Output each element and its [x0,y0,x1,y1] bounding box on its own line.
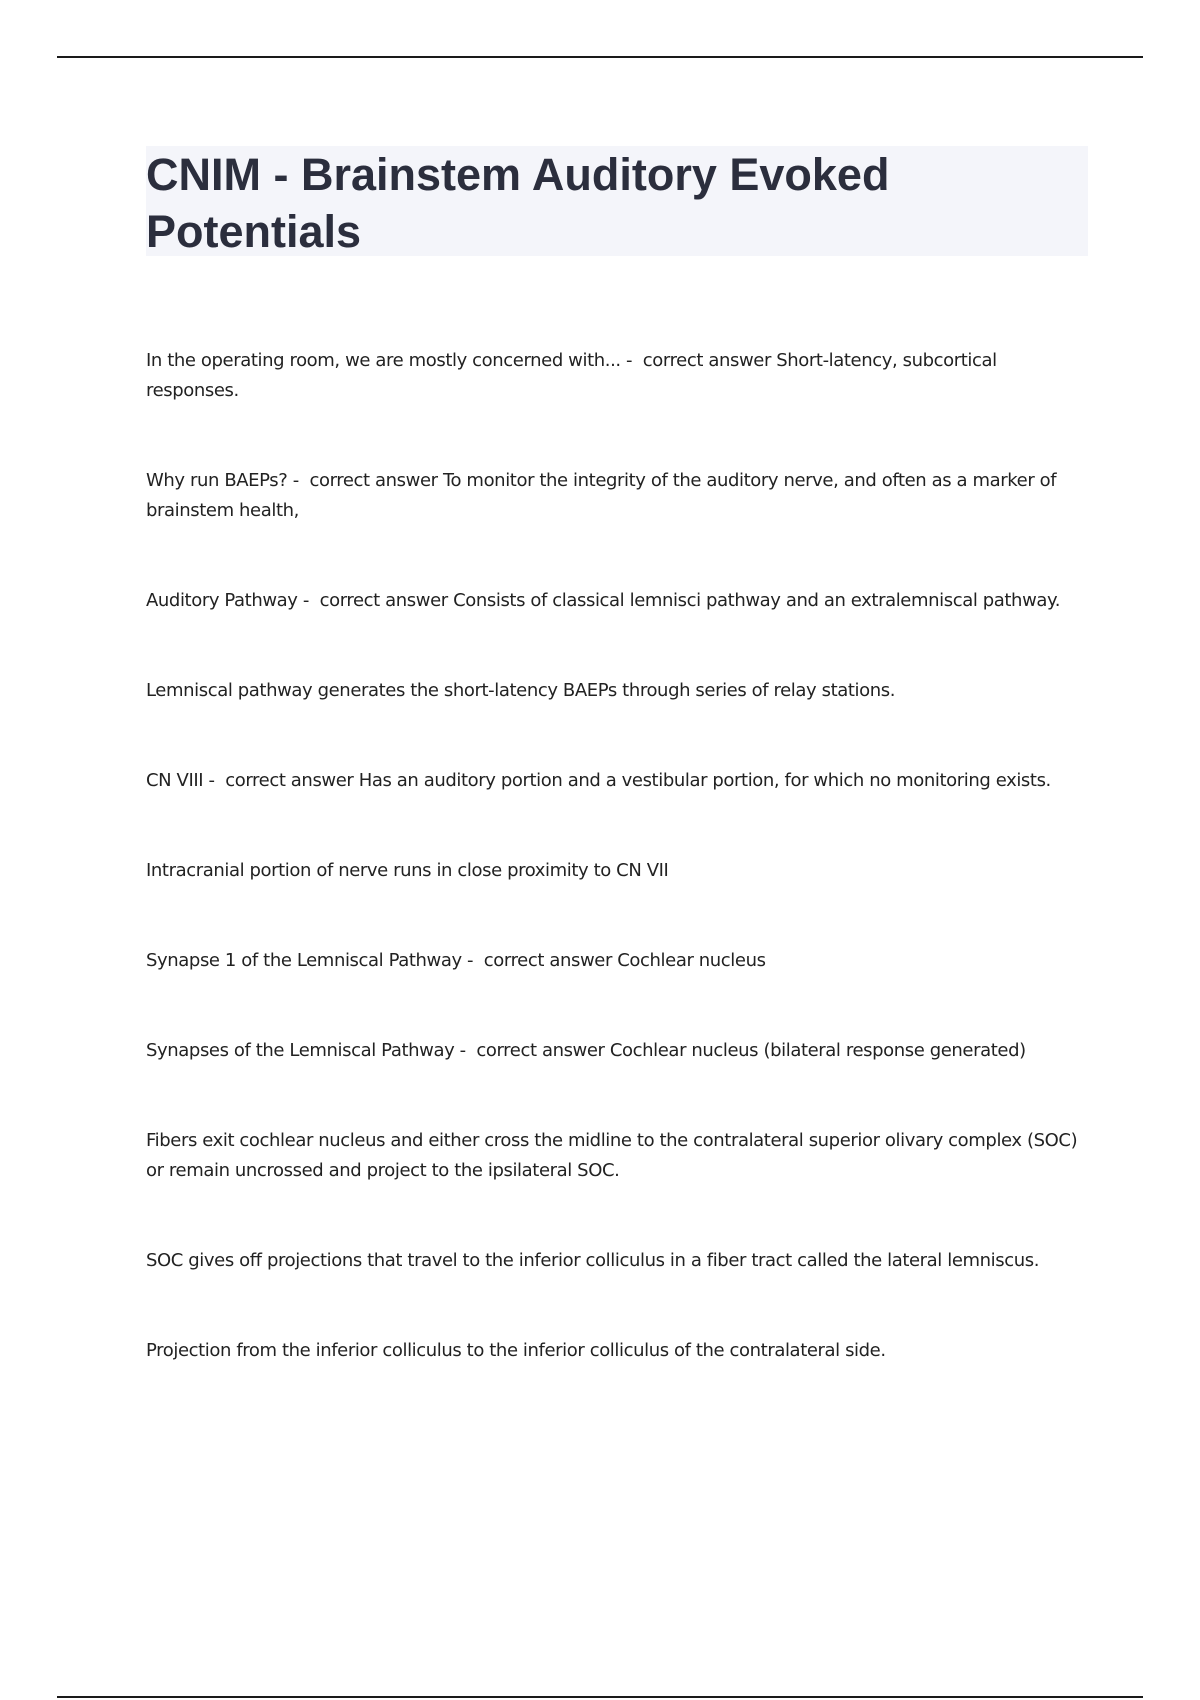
spacer [146,526,1086,586]
spacer [146,406,1086,466]
spacer [146,1186,1086,1246]
document-title: CNIM - Brainstem Auditory Evoked Potentials [146,149,890,257]
entry-text: Why run BAEPs? - correct answer To monitor the integrity of the auditory nerve, and often as a marker of brainstem health, [146,470,1062,521]
spacer [146,706,1086,766]
entry-text: Lemniscal pathway generates the short-latency BAEPs through series of relay stations. [146,680,896,701]
spacer [146,1276,1086,1336]
entry-text: SOC gives off projections that travel to the inferior colliculus in a fiber tract called the lateral lemniscus. [146,1250,1040,1271]
entry-text: Auditory Pathway - correct answer Consists of classical lemnisci pathway and an extralemniscal pathway. [146,590,1061,611]
spacer [146,886,1086,946]
spacer [146,1066,1086,1126]
bottom-rule [57,1696,1143,1698]
spacer [146,616,1086,676]
entry-text: Synapse 1 of the Lemniscal Pathway - correct answer Cochlear nucleus [146,950,766,971]
entry-text: Fibers exit cochlear nucleus and either cross the midline to the contralateral superior olivary complex (SOC) or remain uncrossed and project to the ipsilateral SOC. [146,1130,1083,1181]
entry-text: In the operating room, we are mostly concerned with... - correct answer Short-latency, subcortical responses. [146,350,1003,401]
entry-text: Projection from the inferior colliculus to the inferior colliculus of the contralateral side. [146,1340,886,1361]
entry-text: Synapses of the Lemniscal Pathway - correct answer Cochlear nucleus (bilateral response generated) [146,1040,1026,1061]
top-rule [57,56,1143,58]
document-body [146,346,1086,1366]
entry-text: CN VIII - correct answer Has an auditory portion and a vestibular portion, for which no monitoring exists. [146,770,1051,791]
entry-text: Intracranial portion of nerve runs in close proximity to CN VII [146,860,669,881]
title-box [146,146,1088,256]
spacer [146,796,1086,856]
spacer [146,976,1086,1036]
